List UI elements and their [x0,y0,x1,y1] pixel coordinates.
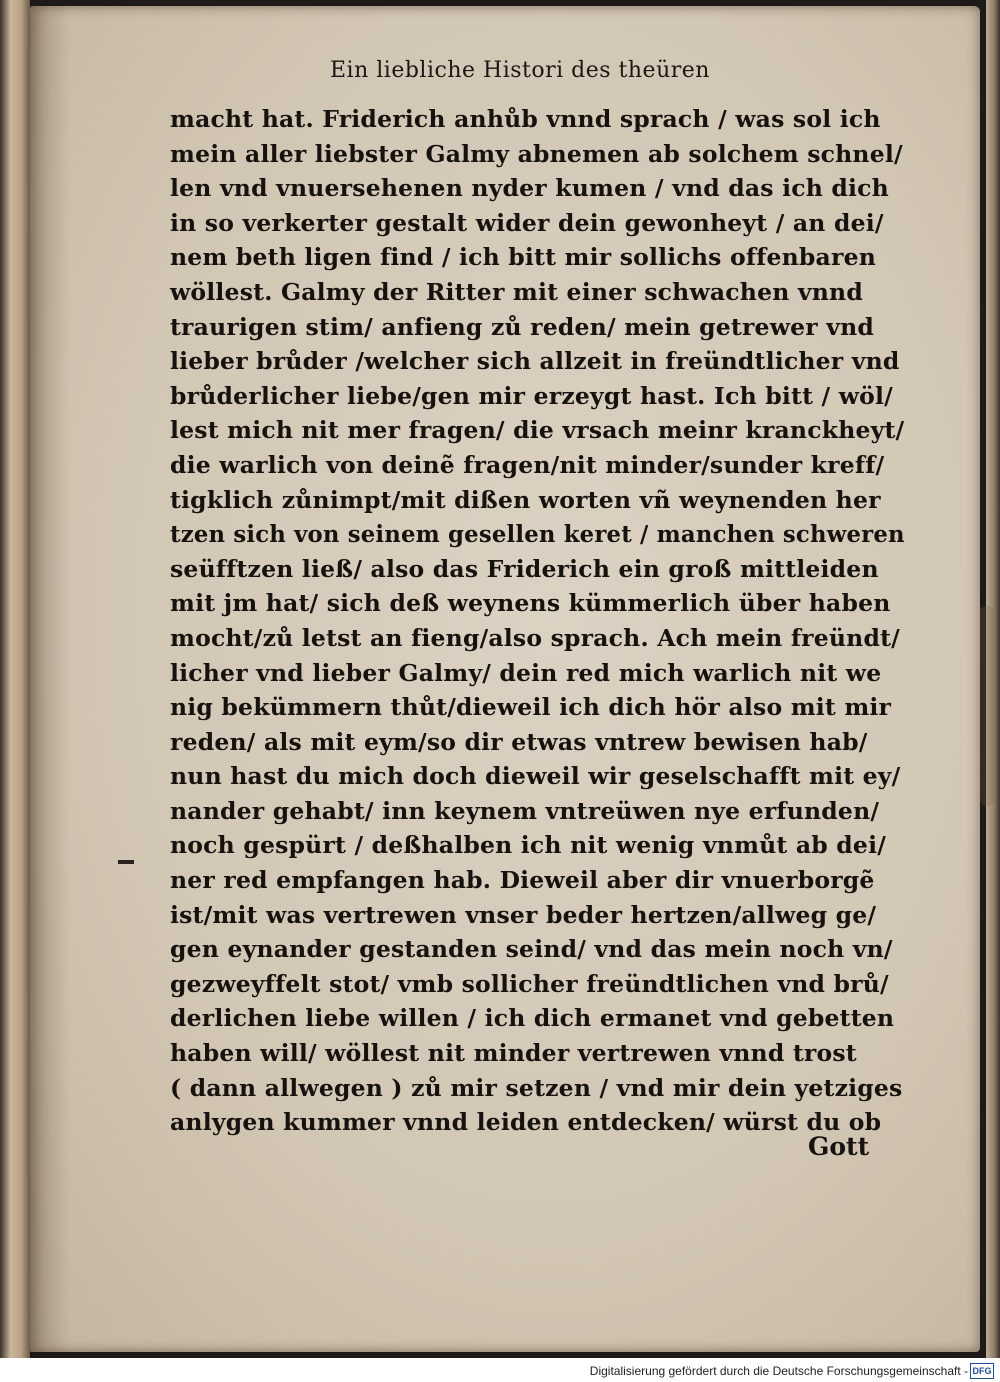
text-block [170,102,905,1140]
dfg-logo: DFG [970,1363,994,1379]
text-line: seüfftzen ließ/ also das Friderich ein groß mittleiden [170,554,879,583]
text-line: nun hast du mich doch dieweil wir geselschafft mit ey/ [170,762,901,791]
digitization-credit: Digitalisierung gefördert durch die Deutsche Forschungsgemeinschaft - [589,1364,968,1378]
text-line: licher vnd lieber Galmy/ dein red mich warlich nit we [170,658,882,687]
text-line: reden/ als mit eym/so dir etwas vntrew bewisen hab/ [170,727,868,756]
text-line: nig bekümmern thůt/dieweil ich dich hör also mit mir [170,693,892,722]
text-line: wöllest. Galmy der Ritter mit einer schwachen vnnd [170,277,863,306]
text-line: tigklich zůnimpt/mit dißen worten vñ weynenden her [170,485,881,514]
text-line: derlichen liebe willen / ich dich ermanet vnd gebetten [170,1004,895,1033]
text-line: traurigen stim/ anfieng zů reden/ mein getrewer vnd [170,312,875,341]
text-line: gezweyffelt stot/ vmb sollicher freündtlichen vnd brů/ [170,969,889,998]
text-line: noch gespürt / deßhalben ich nit wenig vnmůt ab dei/ [170,831,886,860]
text-line: nem beth ligen find / ich bitt mir sollichs offenbaren [170,243,877,272]
text-line: gen eynander gestanden seind/ vnd das mein noch vn/ [170,935,893,964]
text-line: die warlich von deinẽ fragen/nit minder/sunder kreff/ [170,450,885,479]
text-line: brůderlicher liebe/gen mir erzeygt hast. Ich bitt / wöl/ [170,381,893,410]
running-head: Ein liebliche Histori des theüren [330,58,710,83]
text-line: mit jm hat/ sich deß weynens kümmerlich über haben [170,589,891,618]
text-line: in so verkerter gestalt wider dein gewonheyt / an dei/ [170,208,884,237]
text-line: nander gehabt/ inn keynem vntreüwen nye erfunden/ [170,796,880,825]
catchword: Gott [808,1132,870,1161]
margin-mark [118,860,134,864]
text-line: ist/mit was vertrewen vnser beder hertzen/allweg ge/ [170,900,877,929]
binding-left-edge [0,0,30,1358]
text-line: lieber brůder /welcher sich allzeit in freündtlicher vnd [170,347,900,376]
text-line: mocht/zů letst an fieng/also sprach. Ach mein freündt/ [170,623,900,652]
text-line: mein aller liebster Galmy abnemen ab solchem schnel/ [170,139,903,168]
text-line: anlygen kummer vnnd leiden entdecken/ würst du ob [170,1108,882,1137]
text-line: lest mich nit mer fragen/ die vrsach meinr kranckheyt/ [170,416,905,445]
page-edge-stain [980,606,994,806]
text-line: haben will/ wöllest nit minder vertrewen vnnd trost [170,1039,857,1068]
text-line: ner red empfangen hab. Dieweil aber dir vnuerborgẽ [170,866,875,895]
text-line: len vnd vnuersehenen nyder kumen / vnd das ich dich [170,174,889,203]
text-line: macht hat. Friderich anhůb vnnd sprach / was sol ich [170,105,881,133]
page-gutter-shadow [30,6,70,1352]
text-line: tzen sich von seinem gesellen keret / manchen schweren [170,520,905,549]
text-line: ( dann allwegen ) zů mir setzen / vnd mir dein yetziges [170,1073,903,1102]
